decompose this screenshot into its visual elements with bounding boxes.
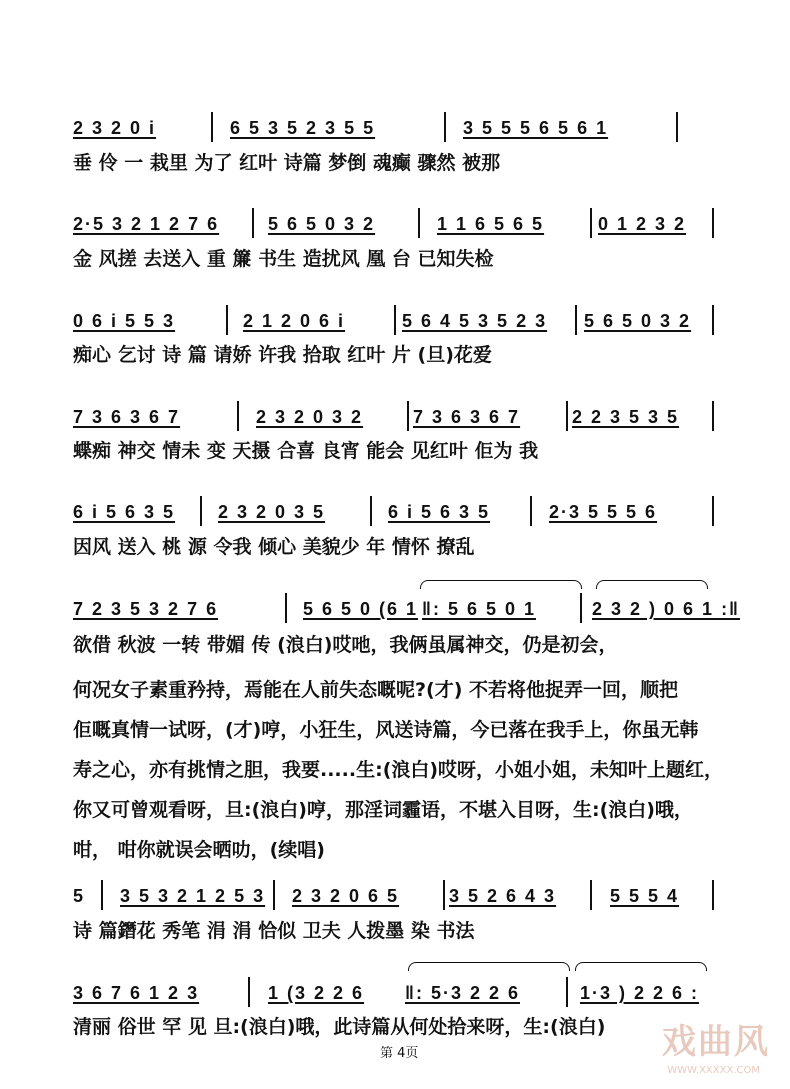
notation-row-5-measure-3	[388, 500, 490, 530]
barline	[712, 208, 714, 238]
barline	[394, 305, 396, 335]
barline	[407, 401, 409, 431]
notes: 0 6 i 5 5 3	[73, 311, 176, 331]
lyrics-row-6: 欲借 秋波 一转 带媚 传 (浪白)哎吔，我俩虽属神交，仍是初会，	[73, 634, 618, 656]
notes: 0 1 2 3 2	[598, 214, 687, 234]
prose-line: 寿之心，亦有挑情之胆，我要.....生:(浪白)哎呀，小姐小姐，未知叶上题红，	[73, 759, 724, 781]
barline	[200, 496, 202, 526]
notation-row-2-measure-4	[598, 212, 686, 242]
prose-line: 咁， 咁你就误会晒叻，(续唱)	[73, 839, 325, 861]
barline	[252, 208, 254, 238]
notation-row-6-measure-3	[422, 597, 536, 627]
notes: 6 i 5 6 3 5	[73, 502, 176, 522]
barline	[444, 112, 446, 142]
notes: 5 6 5 0 (6 1	[303, 599, 419, 619]
notes: 2 3 2 0 6 5	[292, 886, 400, 906]
notes: 5 6 4 5 3 5 2 3	[402, 311, 548, 331]
notes: 6 5 3 5 2 3 5 5	[230, 118, 376, 138]
barline	[101, 880, 103, 910]
notation-row-7-measure-2	[120, 884, 265, 914]
barline	[712, 401, 714, 431]
notation-row-1-measure-1	[73, 116, 156, 146]
lyrics-row-4: 蝶痴 神交 情未 变 天摄 合喜 良宵 能会 见红叶 佢为 我	[73, 440, 539, 462]
notes: 5	[73, 886, 86, 906]
notation-row-7-measure-3	[292, 884, 399, 914]
slur-arc	[596, 580, 708, 589]
barline	[580, 593, 582, 623]
notation-row-7-measure-1	[73, 884, 85, 914]
notation-row-8-measure-2	[268, 981, 364, 1011]
lyrics-row-5: 因风 送入 桃 源 令我 倾心 美貌少 年 情怀 撩乱	[73, 536, 475, 558]
notation-row-3-measure-1	[73, 309, 175, 339]
barline	[273, 880, 275, 910]
barline	[530, 496, 532, 526]
watermark-url: WWW.XXXXX.COM	[667, 1065, 760, 1076]
slur-arc	[575, 962, 707, 971]
notation-row-6-measure-2	[303, 597, 418, 627]
notation-row-4-measure-2	[256, 405, 363, 435]
notation-row-7-measure-4	[449, 884, 556, 914]
notes: 2 3 2 0 3 2	[256, 407, 364, 427]
notes: 1 (3 2 2 6	[268, 983, 365, 1003]
notes: 7 2 3 5 3 2 7 6	[73, 599, 219, 619]
notes: 6 i 5 6 3 5	[388, 502, 491, 522]
watermark-text: 戏曲风	[662, 1022, 770, 1062]
notes: 7 3 6 3 6 7	[73, 407, 181, 427]
notes: 5 6 5 0 3 2	[584, 311, 692, 331]
watermark-logo	[600, 1010, 780, 1080]
notation-row-8-measure-3	[405, 981, 520, 1011]
notation-row-2-measure-3	[437, 212, 544, 242]
lyrics-row-1: 垂 伶 一 栽里 为了 红叶 诗篇 梦倒 魂癫 骤然 被那	[73, 152, 501, 174]
barline	[712, 305, 714, 335]
notes: 3 6 7 6 1 2 3	[73, 983, 200, 1003]
barline	[248, 977, 250, 1007]
notation-row-5-measure-4	[549, 500, 657, 530]
notes: 2·5 3 2 1 2 7 6	[73, 214, 220, 234]
lyrics-row-2: 金 风搓 去送入 重 簾 书生 造扰风 凰 台 已知失检	[73, 248, 494, 270]
notation-row-4-measure-4	[572, 405, 679, 435]
barline	[370, 496, 372, 526]
lyrics-row-8: 清丽 俗世 罕 见 旦:(浪白)哦，此诗篇从何处拾来呀，生:(浪白)	[73, 1016, 606, 1038]
notation-row-1-measure-3	[463, 116, 608, 146]
notation-row-4-measure-1	[73, 405, 180, 435]
notes: 3 5 3 2 1 2 5 3	[120, 886, 266, 906]
lyrics-row-3: 痴心 乞讨 诗 篇 请娇 许我 拾取 红叶 片 (旦)花爱	[73, 344, 492, 366]
notation-row-3-measure-3	[402, 309, 547, 339]
notation-row-2-measure-2	[268, 212, 375, 242]
notation-row-3-measure-2	[243, 309, 345, 339]
notes: 2 2 3 5 3 5	[572, 407, 680, 427]
barline	[676, 112, 678, 142]
notation-row-1-measure-2	[230, 116, 375, 146]
lyrics-row-7: 诗 篇鐕花 秀笔 涓 涓 恰似 卫夫 人拨墨 染 书法	[73, 920, 475, 942]
barline	[590, 208, 592, 238]
notes: 2 1 2 0 6 i	[243, 311, 346, 331]
notes: 2 3 2 ) 0 6 1 :‖	[592, 599, 741, 619]
notes: 2·3 5 5 5 6	[549, 502, 658, 522]
notation-row-7-measure-5	[610, 884, 679, 914]
barline	[443, 880, 445, 910]
barline	[566, 401, 568, 431]
notes: 1 1 6 5 6 5	[437, 214, 545, 234]
notes: ‖: 5 6 5 0 1	[422, 599, 537, 619]
notes: 2 3 2 0 i	[73, 118, 157, 138]
barline	[211, 112, 213, 142]
notation-row-8-measure-4	[580, 981, 699, 1011]
notes: 5 5 5 4	[610, 886, 680, 906]
notes: ‖: 5·3 2 2 6	[405, 983, 521, 1003]
notation-row-6-measure-4	[592, 597, 740, 627]
barline	[226, 305, 228, 335]
notation-row-2-measure-1	[73, 212, 219, 242]
barline	[590, 880, 592, 910]
notes: 2 3 2 0 3 5	[218, 502, 326, 522]
slur-arc	[420, 580, 582, 589]
prose-line: 佢嘅真情一试呀，(才)哼，小狂生，风送诗篇，今已落在我手上，你虽无韩	[73, 719, 699, 741]
barline	[418, 208, 420, 238]
page-number: 第 4页	[380, 1046, 419, 1061]
notes: 5 6 5 0 3 2	[268, 214, 376, 234]
barline	[237, 401, 239, 431]
notation-row-3-measure-4	[584, 309, 691, 339]
notation-row-8-measure-1	[73, 981, 199, 1011]
barline	[575, 305, 577, 335]
spoken-dialogue	[73, 677, 763, 877]
barline	[712, 880, 714, 910]
notation-row-4-measure-3	[413, 405, 520, 435]
notation-row-6-measure-1	[73, 597, 218, 627]
prose-line: 何况女子素重矜持，焉能在人前失态嘅呢?(才) 不若将他捉弄一回，顺把	[73, 679, 679, 701]
notation-row-5-measure-2	[218, 500, 325, 530]
barline	[285, 593, 287, 623]
barline	[712, 496, 714, 526]
prose-line: 你又可曾观看呀，旦:(浪白)哼，那淫词霾语，不堪入目呀，生:(浪白)哦，	[73, 799, 693, 821]
slur-arc	[408, 962, 570, 971]
notes: 7 3 6 3 6 7	[413, 407, 521, 427]
notes: 3 5 5 5 6 5 6 1	[463, 118, 609, 138]
barline	[566, 977, 568, 1007]
notes: 1·3 ) 2 2 6 :	[580, 983, 700, 1003]
notation-row-5-measure-1	[73, 500, 175, 530]
notes: 3 5 2 6 4 3	[449, 886, 557, 906]
